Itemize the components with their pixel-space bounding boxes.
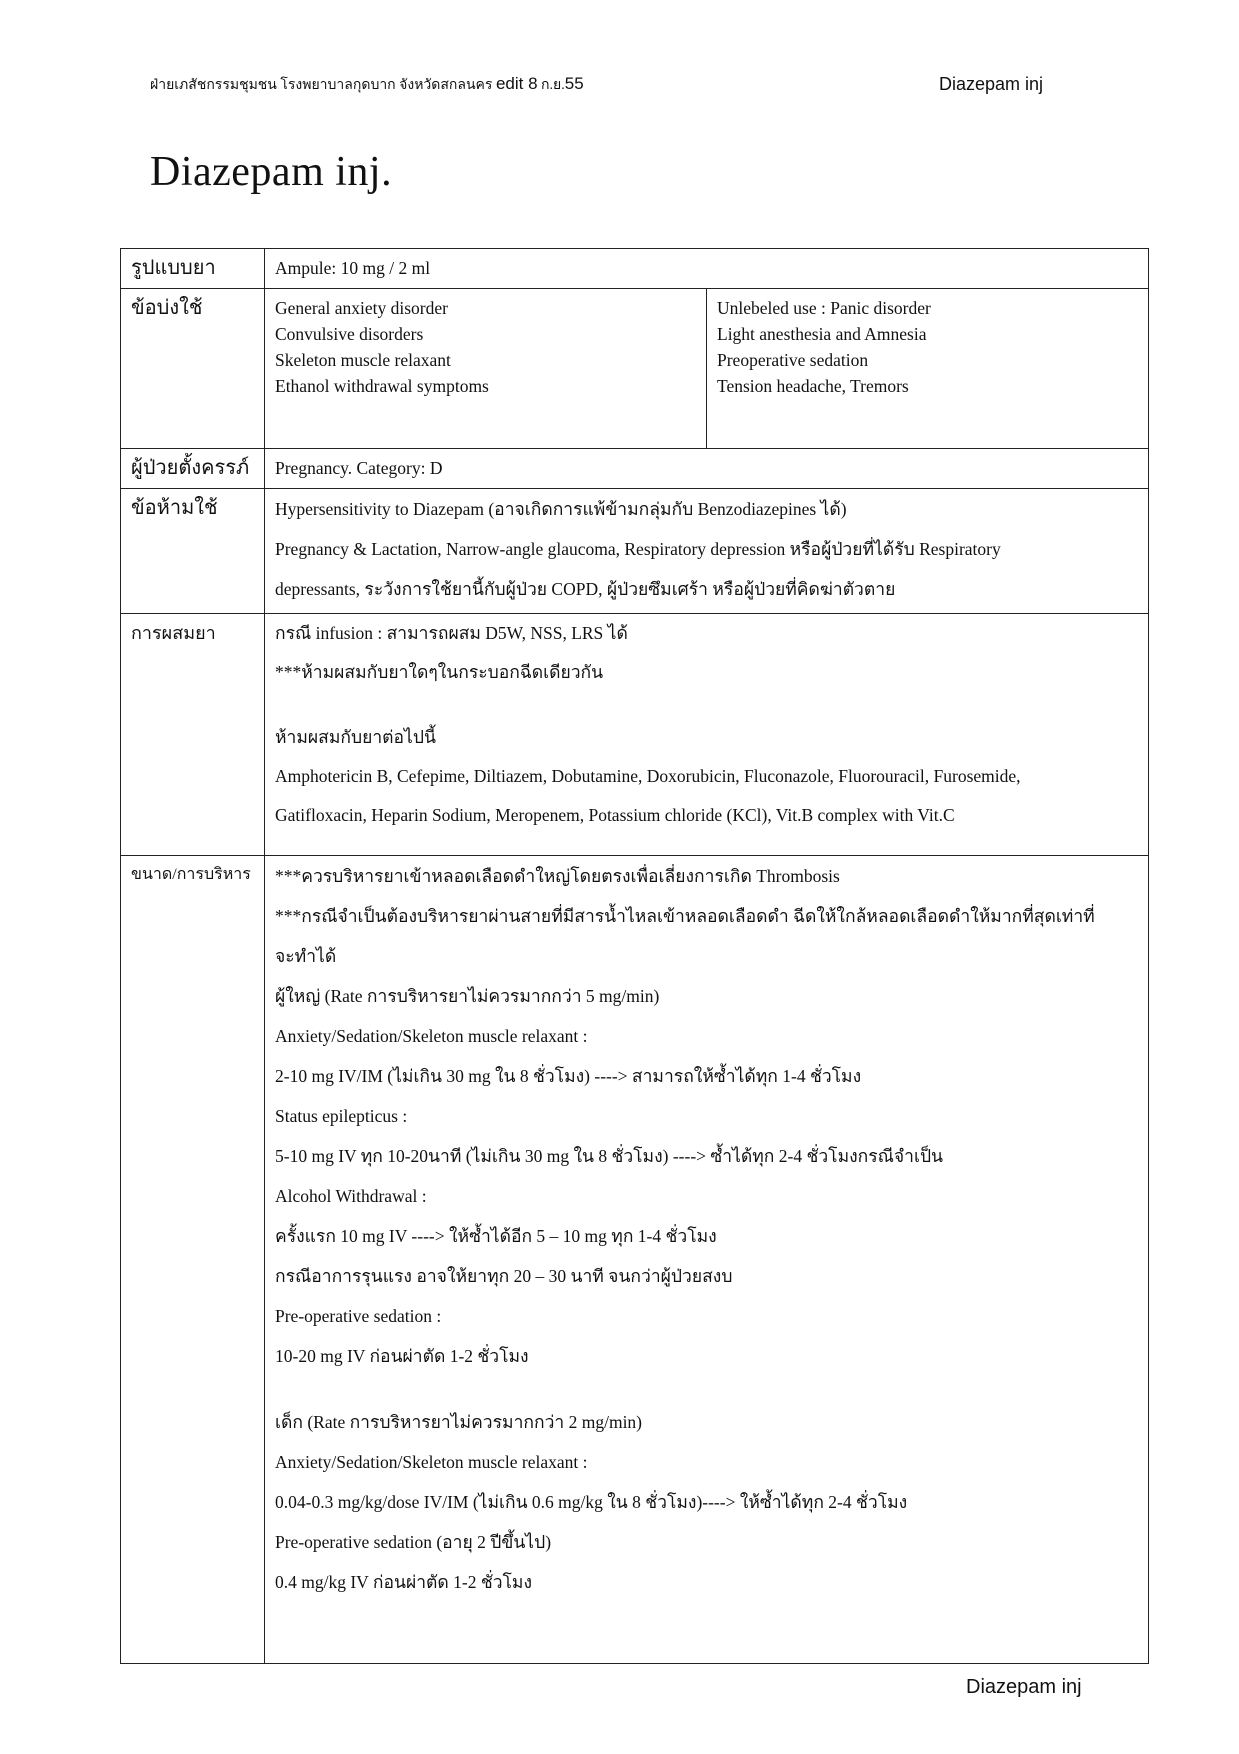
row-pregnancy xyxy=(121,449,1149,489)
admin-line: ***กรณีจำเป็นต้องบริหารยาผ่านสายที่มีสารน้ำไหลเข้าหลอดเลือดดำ ฉีดให้ใกล้หลอดเลือดดำให้มากที่สุดเท่าที่ xyxy=(275,906,1095,926)
contraindication-line: Hypersensitivity to Diazepam (อาจเกิดการแพ้ข้ามกลุ่มกับ Benzodiazepines ได้) xyxy=(275,499,847,519)
admin-line: 0.4 mg/kg IV ก่อนผ่าตัด 1-2 ชั่วโมง xyxy=(275,1572,533,1592)
row-mixing xyxy=(121,614,1149,856)
indication-item: Ethanol withdrawal symptoms xyxy=(275,376,489,396)
contraindication-line: depressants, ระวังการใช้ยานี้กับผู้ป่วย COPD, ผู้ป่วยซึมเศร้า หรือผู้ป่วยที่คิดฆ่าตัวตาย xyxy=(275,579,896,599)
row-contraindications xyxy=(121,489,1149,614)
indication-item: Light anesthesia and Amnesia xyxy=(717,324,927,344)
page-header-left xyxy=(150,74,584,96)
label-dosage-form: รูปแบบยา xyxy=(121,249,265,289)
incompatible-drugs-line: Amphotericin B, Cefepime, Diltiazem, Dobutamine, Doxorubicin, Fluconazole, Fluorouracil, Furosemide, xyxy=(275,766,1021,786)
value-dosage-form: Ampule: 10 mg / 2 ml xyxy=(265,249,1149,289)
monograph-table xyxy=(120,248,1149,1664)
indication-item: General anxiety disorder xyxy=(275,298,448,318)
admin-line: Pre-operative sedation : xyxy=(275,1306,442,1326)
department-text: ฝ่ายเภสัชกรรมชุมชน โรงพยาบาลกุดบาก จังหวัดสกลนคร xyxy=(150,78,493,93)
value-mixing xyxy=(265,614,1149,856)
admin-line: จะทำได้ xyxy=(275,946,337,966)
value-contraindications xyxy=(265,489,1149,614)
admin-line: 2-10 mg IV/IM (ไม่เกิน 30 mg ใน 8 ชั่วโมง) ----> สามารถให้ซ้ำได้ทุก 1-4 ชั่วโมง xyxy=(275,1066,862,1086)
adult-heading: ผู้ใหญ่ (Rate การบริหารยาไม่ควรมากกว่า 5 mg/min) xyxy=(275,986,660,1006)
value-administration xyxy=(265,856,1149,1664)
admin-line: Anxiety/Sedation/Skeleton muscle relaxant : xyxy=(275,1452,588,1472)
edit-year: 55 xyxy=(564,74,584,93)
label-pregnancy: ผู้ป่วยตั้งครรภ์ xyxy=(121,449,265,489)
admin-line: Alcohol Withdrawal : xyxy=(275,1186,427,1206)
admin-line: กรณีอาการรุนแรง อาจให้ยาทุก 20 – 30 นาที จนกว่าผู้ป่วยสงบ xyxy=(275,1266,733,1286)
label-indications: ข้อบ่งใช้ xyxy=(121,289,265,449)
row-indications xyxy=(121,289,1149,449)
indication-item: Skeleton muscle relaxant xyxy=(275,350,451,370)
mixing-line: ***ห้ามผสมกับยาใดๆในกระบอกฉีดเดียวกัน xyxy=(275,662,604,682)
indication-item: Tension headache, Tremors xyxy=(717,376,909,396)
page-footer: Diazepam inj xyxy=(966,1676,1082,1698)
label-contraindications: ข้อห้ามใช้ xyxy=(121,489,265,614)
admin-line: Pre-operative sedation (อายุ 2 ปีขึ้นไป) xyxy=(275,1532,552,1552)
admin-line: 5-10 mg IV ทุก 10-20นาที (ไม่เกิน 30 mg ใน 8 ชั่วโมง) ----> ซ้ำได้ทุก 2-4 ชั่วโมงกรณีจำเป็น xyxy=(275,1146,944,1166)
mixing-line: กรณี infusion : สามารถผสม D5W, NSS, LRS ได้ xyxy=(275,623,628,643)
page-header-right: Diazepam inj xyxy=(939,74,1044,94)
page-title: Diazepam inj. xyxy=(150,149,393,195)
value-pregnancy: Pregnancy. Category: D xyxy=(265,449,1149,489)
admin-line: Anxiety/Sedation/Skeleton muscle relaxant : xyxy=(275,1026,588,1046)
incompatible-drugs-line: Gatifloxacin, Heparin Sodium, Meropenem, Potassium chloride (KCl), Vit.B complex with Vit.C xyxy=(275,805,955,825)
admin-line: 10-20 mg IV ก่อนผ่าตัด 1-2 ชั่วโมง xyxy=(275,1346,529,1366)
admin-line: ***ควรบริหารยาเข้าหลอดเลือดดำใหญ่โดยตรงเพื่อเลี่ยงการเกิด Thrombosis xyxy=(275,866,840,886)
admin-line: Status epilepticus : xyxy=(275,1106,408,1126)
mixing-line: ห้ามผสมกับยาต่อไปนี้ xyxy=(275,727,436,747)
label-administration: ขนาด/การบริหาร xyxy=(121,856,265,1664)
row-administration xyxy=(121,856,1149,1664)
contraindication-line: Pregnancy & Lactation, Narrow-angle glaucoma, Respiratory depression หรือผู้ป่วยที่ได้รับ Respiratory xyxy=(275,539,1001,559)
child-heading: เด็ก (Rate การบริหารยาไม่ควรมากกว่า 2 mg/min) xyxy=(275,1412,643,1432)
edit-label: edit 8 xyxy=(495,74,538,93)
admin-line: ครั้งแรก 10 mg IV ----> ให้ซ้ำได้อีก 5 – 10 mg ทุก 1-4 ชั่วโมง xyxy=(275,1226,717,1246)
indications-col-a xyxy=(265,289,707,449)
indication-item: Unlebeled use : Panic disorder xyxy=(717,298,931,318)
row-dosage-form xyxy=(121,249,1149,289)
indication-item: Convulsive disorders xyxy=(275,324,424,344)
indication-item: Preoperative sedation xyxy=(717,350,869,370)
edit-date: ก.ย. xyxy=(541,78,565,93)
admin-line: 0.04-0.3 mg/kg/dose IV/IM (ไม่เกิน 0.6 mg/kg ใน 8 ชั่วโมง)----> ให้ซ้ำได้ทุก 2-4 ชั่วโมง xyxy=(275,1492,908,1512)
label-mixing: การผสมยา xyxy=(121,614,265,856)
indications-col-b xyxy=(707,289,1149,449)
